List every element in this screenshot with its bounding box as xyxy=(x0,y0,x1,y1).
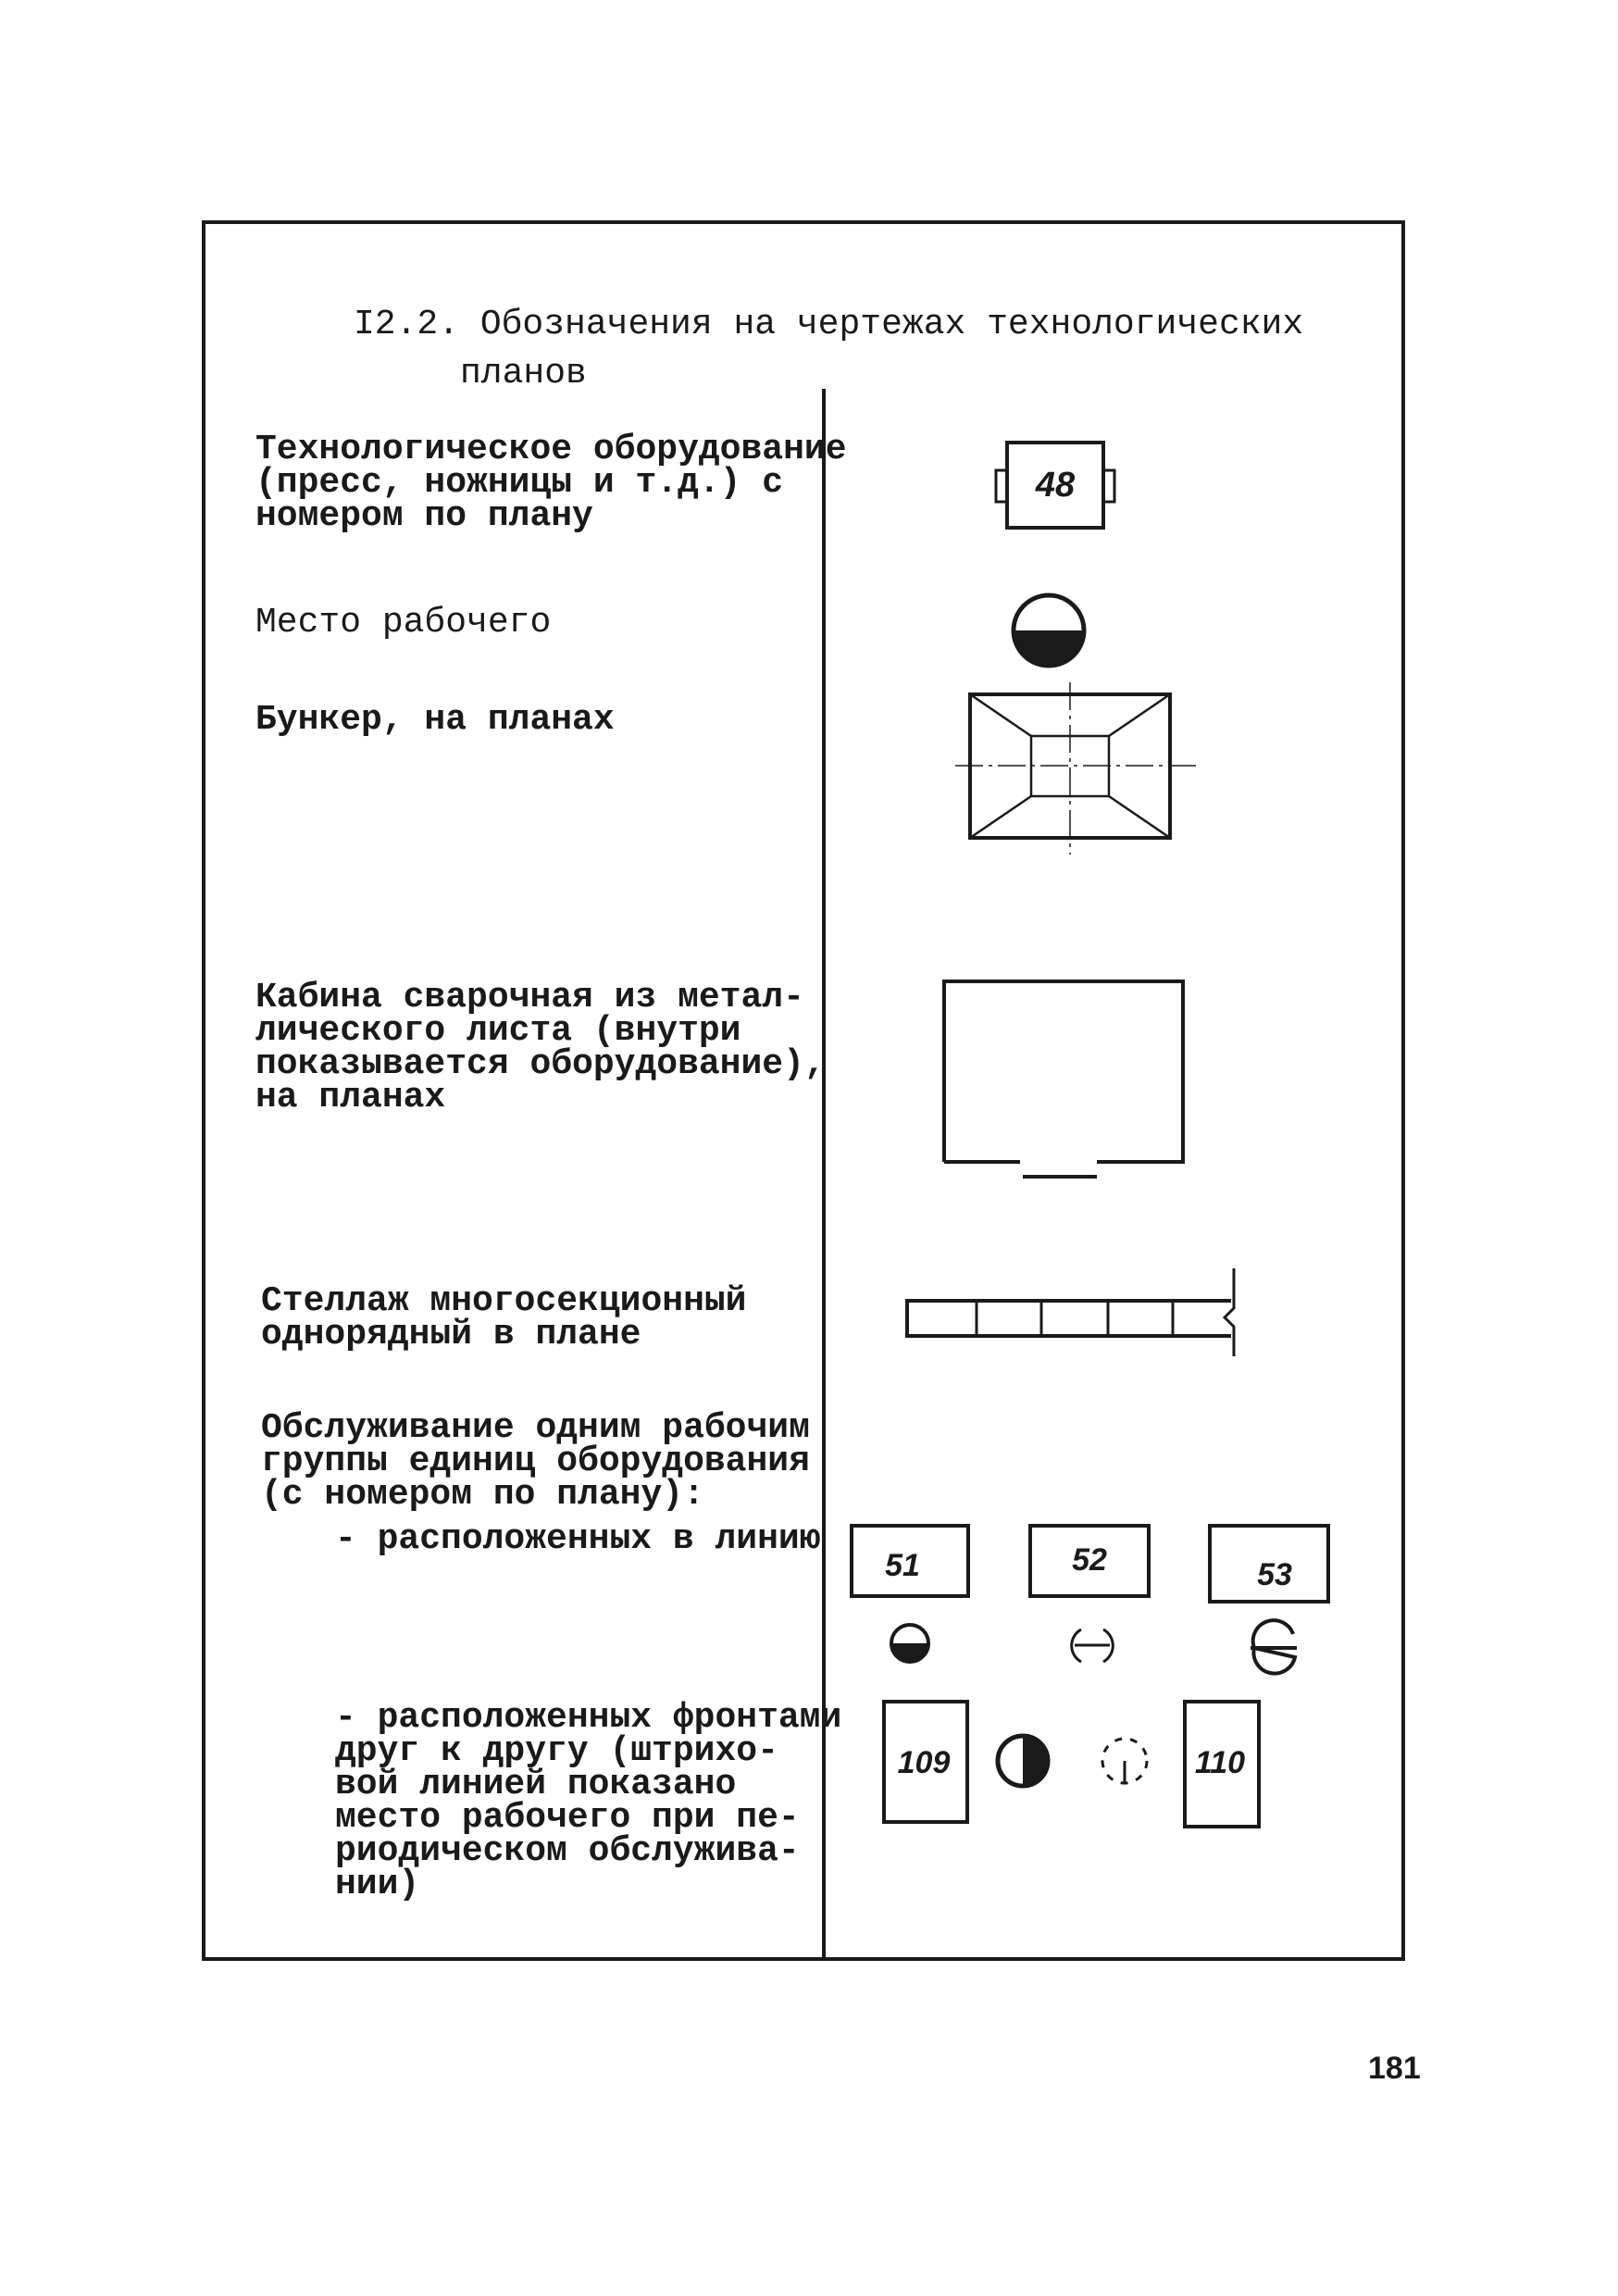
equipment-symbol xyxy=(990,435,1120,537)
inline-group-symbol xyxy=(847,1518,1338,1680)
machine-number-52: 52 xyxy=(1072,1542,1107,1578)
equipment-label: Технологическое оборудование (пресс, ножницы и т.д.) с номером по плану xyxy=(255,430,847,536)
section-title: I2.2. Обозначения на чертежах технологических xyxy=(354,305,1304,344)
page-number: 181 xyxy=(1368,2051,1421,2086)
worker-place-symbol xyxy=(1007,589,1090,672)
section-title-continued: планов xyxy=(460,354,587,393)
bunker-label: Бункер, на планах xyxy=(255,700,615,740)
machine-number-109: 109 xyxy=(897,1745,951,1780)
rack-symbol xyxy=(902,1264,1254,1361)
machine-number-53: 53 xyxy=(1257,1557,1292,1592)
equipment-number: 48 xyxy=(1035,466,1076,505)
facing-arrangement-label: - расположенных фронтами друг к другу (штрихо- вой линией показано место рабочего при пе- риодическом обслужива- нии) xyxy=(335,1698,842,1904)
welding-cabin-label: Кабина сварочная из метал- лического листа (внутри показывается оборудование), на планах xyxy=(255,978,826,1117)
bunker-symbol xyxy=(953,680,1203,856)
welding-cabin-symbol xyxy=(935,977,1194,1199)
rack-label: Стеллаж многосекционный однорядный в плане xyxy=(261,1281,747,1354)
facing-group-symbol xyxy=(879,1694,1277,1838)
service-group-label: Обслуживание одним рабочим группы единиц оборудования (с номером по плану): xyxy=(261,1408,810,1515)
worker-place-label: Место рабочего xyxy=(255,603,552,643)
machine-number-51: 51 xyxy=(885,1548,920,1583)
inline-arrangement-label: - расположенных в линию xyxy=(335,1519,821,1559)
machine-number-110: 110 xyxy=(1194,1745,1246,1780)
